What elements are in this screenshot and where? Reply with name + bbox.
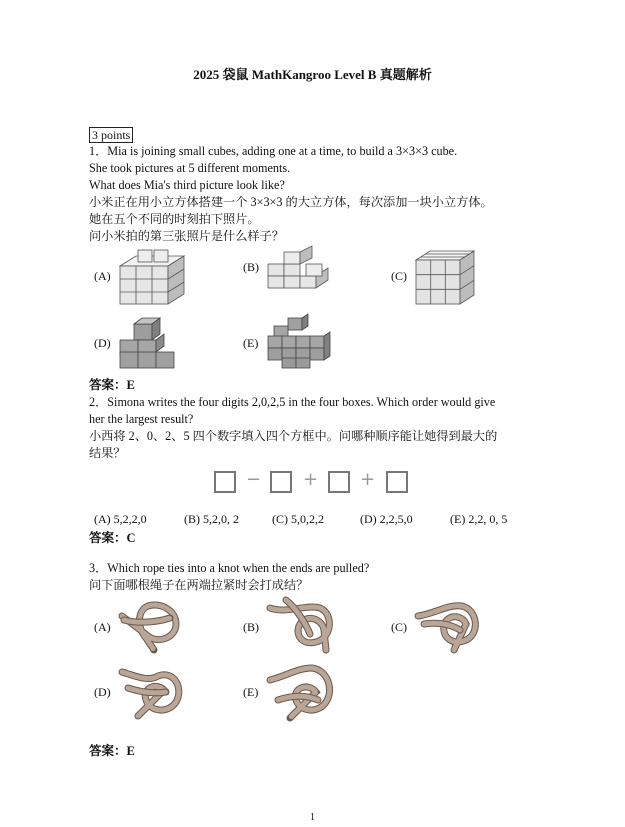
minus-sign: − [246,469,262,490]
q3-option-a-label: (A) [94,620,111,634]
plus-sign-1: + [303,469,319,490]
q1-cube-figure-a [118,248,188,306]
q1-text-zh-1: 小米正在用小立方体搭建一个 3×3×3 的大立方体，每次添加一块小立方体。 [89,195,493,209]
digit-box-3 [328,471,350,493]
q1-option-d-label: (D) [94,336,111,350]
q3-option-d-label: (D) [94,685,111,699]
q3-option-e-label: (E) [243,685,259,699]
q3-option-c-label: (C) [391,620,407,634]
q3-rope-figure-a [118,598,182,654]
q2-choice-d: (D) 2,2,5,0 [360,512,413,526]
q2-choice-e: (E) 2,2, 0, 5 [450,512,508,526]
q2-text-en-1: 2．Simona writes the four digits 2,0,2,5 in the four boxes. Which order would give [89,395,496,409]
q1-answer: 答案：E [89,378,135,392]
q2-text-en-2: her the largest result? [89,412,194,426]
q3-answer: 答案：E [89,744,135,758]
q1-option-a-label: (A) [94,269,111,283]
q3-rope-figure-d [118,662,184,722]
q1-cube-figure-d [118,318,178,370]
q1-cube-figure-e [266,314,332,370]
q1-option-c-label: (C) [391,269,407,283]
digit-box-4 [386,471,408,493]
page-title: 2025 袋鼠 MathKangroo Level B 真题解析 [193,67,432,82]
q2-text-zh-2: 结果？ [89,446,126,460]
points-badge: 3 points [89,127,133,143]
plus-sign-2: + [360,469,376,490]
page-number: 1 [310,812,315,823]
q1-text-en-1: 1．Mia is joining small cubes, adding one at a time, to build a 3×3×3 cube. [89,144,458,158]
q2-choice-b: (B) 5,2,0, 2 [184,512,239,526]
digit-box-1 [214,471,236,493]
q1-option-e-label: (E) [243,336,259,350]
q1-text-en-3: What does Mia's third picture look like? [89,178,285,192]
q1-option-b-label: (B) [243,260,259,274]
digit-box-2 [270,471,292,493]
q1-text-zh-3: 问小米拍的第三张照片是什么样子？ [89,229,284,243]
q2-choice-a: (A) 5,2,2,0 [94,512,147,526]
q2-answer: 答案：C [89,531,136,545]
q2-text-zh-1: 小西将 2、0、2、5 四个数字填入四个方框中。问哪种顺序能让她得到最大的 [89,429,498,443]
q1-cube-figure-b [266,250,336,290]
q3-rope-figure-c [414,594,484,654]
q3-text-en: 3．Which rope ties into a knot when the ends are pulled? [89,561,370,575]
q3-rope-figure-e [266,660,338,722]
q3-text-zh: 问下面哪根绳子在两端拉紧时会打成结？ [89,578,309,592]
q1-cube-figure-c [414,248,478,306]
q1-text-zh-2: 她在五个不同的时刻拍下照片。 [89,212,260,226]
q2-choice-c: (C) 5,0,2,2 [272,512,324,526]
q3-rope-figure-b [266,594,338,654]
q1-text-en-2: She took pictures at 5 different moments. [89,161,291,175]
q3-option-b-label: (B) [243,620,259,634]
